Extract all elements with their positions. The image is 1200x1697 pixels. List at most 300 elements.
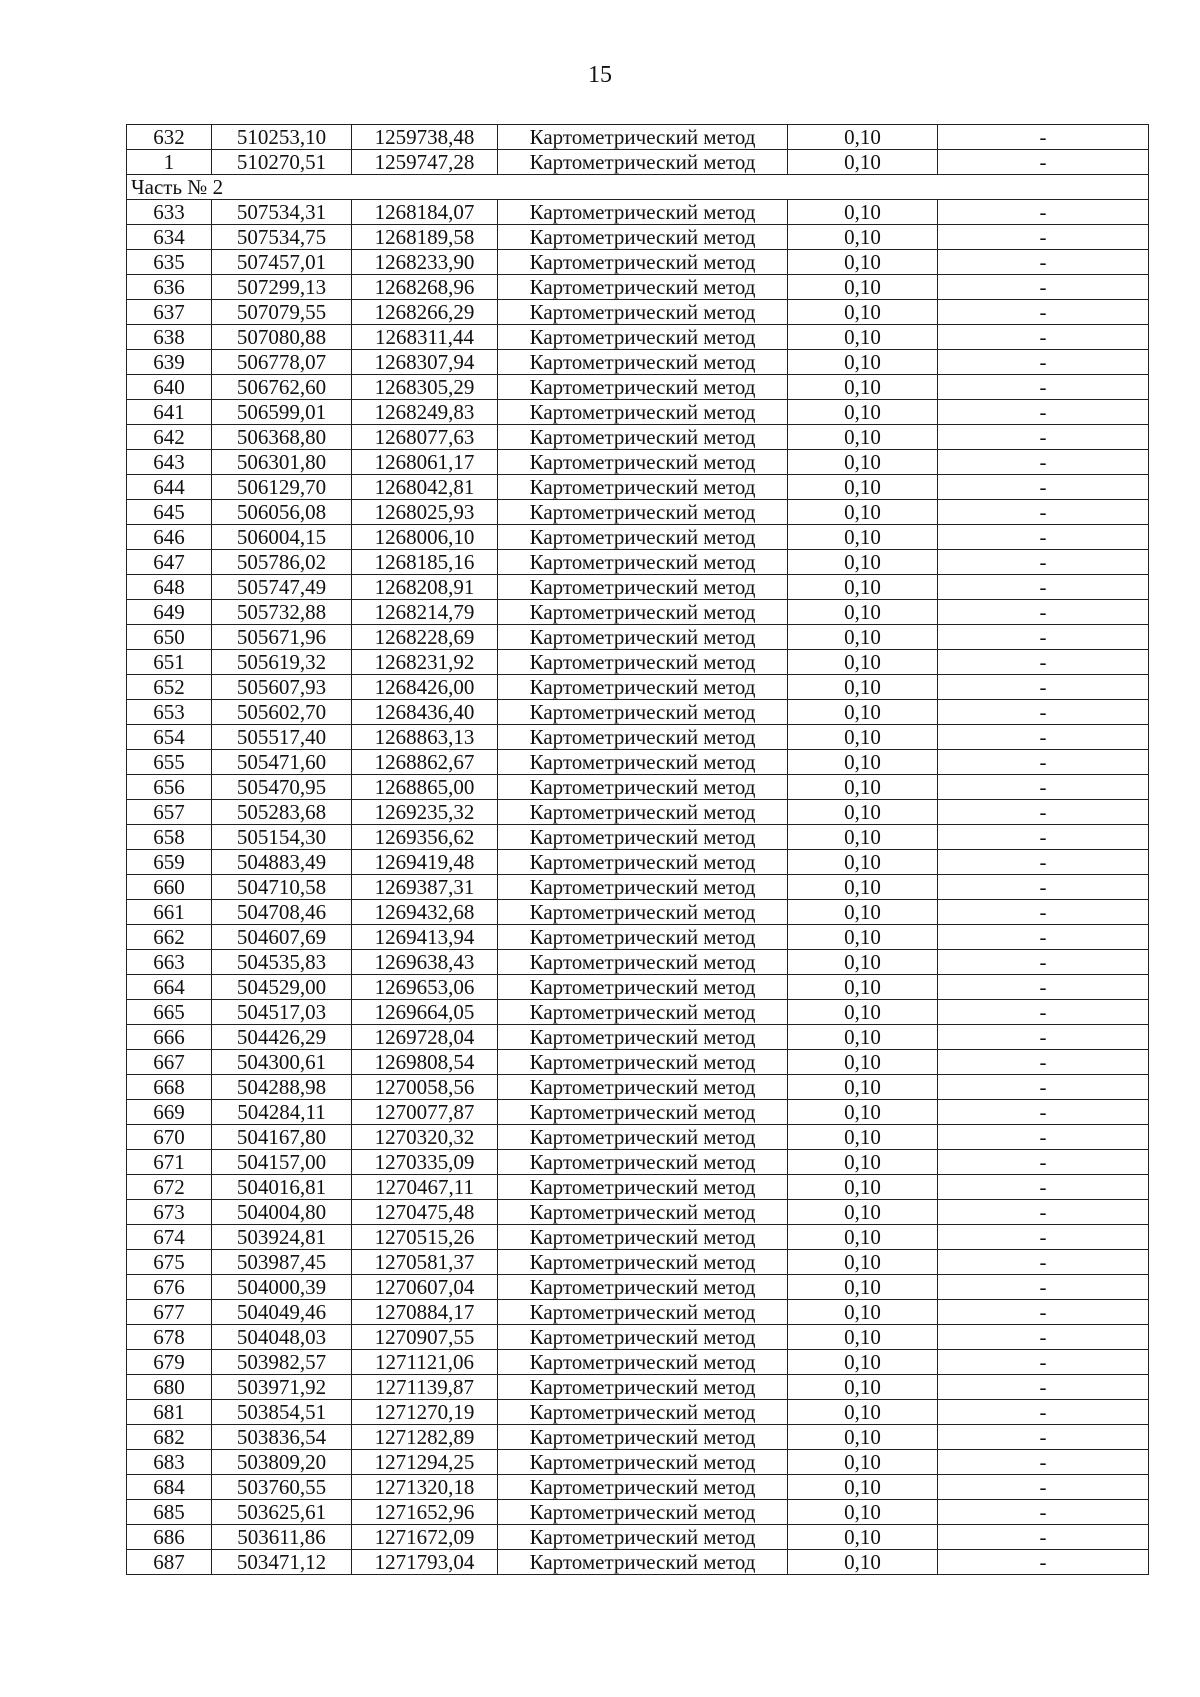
x-coordinate-cell: 504300,61	[212, 1050, 352, 1075]
y-coordinate-cell: 1268231,92	[352, 650, 498, 675]
x-coordinate-cell: 506301,80	[212, 450, 352, 475]
description-cell: -	[938, 1200, 1149, 1225]
accuracy-cell: 0,10	[788, 1150, 938, 1175]
table-row	[127, 425, 1149, 450]
table-row	[127, 300, 1149, 325]
y-coordinate-cell: 1268268,96	[352, 275, 498, 300]
point-number-cell: 682	[127, 1425, 212, 1450]
description-cell: -	[938, 125, 1149, 150]
x-coordinate-cell: 503471,12	[212, 1550, 352, 1575]
point-number-cell: 669	[127, 1100, 212, 1125]
method-cell: Картометрический метод	[498, 875, 788, 900]
point-number-cell: 647	[127, 550, 212, 575]
accuracy-cell: 0,10	[788, 625, 938, 650]
y-coordinate-cell: 1268006,10	[352, 525, 498, 550]
x-coordinate-cell: 504157,00	[212, 1150, 352, 1175]
point-number-cell: 666	[127, 1025, 212, 1050]
description-cell: -	[938, 1375, 1149, 1400]
y-coordinate-cell: 1268077,63	[352, 425, 498, 450]
point-number-cell: 683	[127, 1450, 212, 1475]
point-number-cell: 645	[127, 500, 212, 525]
accuracy-cell: 0,10	[788, 600, 938, 625]
description-cell: -	[938, 625, 1149, 650]
y-coordinate-cell: 1270515,26	[352, 1225, 498, 1250]
description-cell: -	[938, 1025, 1149, 1050]
x-coordinate-cell: 504710,58	[212, 875, 352, 900]
accuracy-cell: 0,10	[788, 1225, 938, 1250]
x-coordinate-cell: 504607,69	[212, 925, 352, 950]
method-cell: Картометрический метод	[498, 1175, 788, 1200]
description-cell: -	[938, 1175, 1149, 1200]
y-coordinate-cell: 1268436,40	[352, 700, 498, 725]
table-row	[127, 275, 1149, 300]
x-coordinate-cell: 505517,40	[212, 725, 352, 750]
accuracy-cell: 0,10	[788, 1300, 938, 1325]
y-coordinate-cell: 1268184,07	[352, 200, 498, 225]
table-row	[127, 475, 1149, 500]
accuracy-cell: 0,10	[788, 275, 938, 300]
method-cell: Картометрический метод	[498, 575, 788, 600]
description-cell: -	[938, 150, 1149, 175]
accuracy-cell: 0,10	[788, 1475, 938, 1500]
point-number-cell: 632	[127, 125, 212, 150]
y-coordinate-cell: 1268185,16	[352, 550, 498, 575]
point-number-cell: 668	[127, 1075, 212, 1100]
method-cell: Картометрический метод	[498, 1350, 788, 1375]
y-coordinate-cell: 1269432,68	[352, 900, 498, 925]
y-coordinate-cell: 1269653,06	[352, 975, 498, 1000]
x-coordinate-cell: 505283,68	[212, 800, 352, 825]
point-number-cell: 643	[127, 450, 212, 475]
x-coordinate-cell: 504535,83	[212, 950, 352, 975]
y-coordinate-cell: 1259738,48	[352, 125, 498, 150]
description-cell: -	[938, 1100, 1149, 1125]
method-cell: Картометрический метод	[498, 225, 788, 250]
table-row	[127, 650, 1149, 675]
method-cell: Картометрический метод	[498, 725, 788, 750]
accuracy-cell: 0,10	[788, 650, 938, 675]
description-cell: -	[938, 1500, 1149, 1525]
x-coordinate-cell: 507079,55	[212, 300, 352, 325]
method-cell: Картометрический метод	[498, 1375, 788, 1400]
description-cell: -	[938, 1425, 1149, 1450]
description-cell: -	[938, 775, 1149, 800]
description-cell: -	[938, 825, 1149, 850]
table-row	[127, 600, 1149, 625]
point-number-cell: 649	[127, 600, 212, 625]
table-row	[127, 1475, 1149, 1500]
method-cell: Картометрический метод	[498, 1000, 788, 1025]
method-cell: Картометрический метод	[498, 1225, 788, 1250]
method-cell: Картометрический метод	[498, 600, 788, 625]
y-coordinate-cell: 1269356,62	[352, 825, 498, 850]
x-coordinate-cell: 505470,95	[212, 775, 352, 800]
y-coordinate-cell: 1271294,25	[352, 1450, 498, 1475]
accuracy-cell: 0,10	[788, 550, 938, 575]
description-cell: -	[938, 1150, 1149, 1175]
description-cell: -	[938, 1325, 1149, 1350]
method-cell: Картометрический метод	[498, 550, 788, 575]
y-coordinate-cell: 1268042,81	[352, 475, 498, 500]
description-cell: -	[938, 200, 1149, 225]
y-coordinate-cell: 1268862,67	[352, 750, 498, 775]
x-coordinate-cell: 503760,55	[212, 1475, 352, 1500]
method-cell: Картометрический метод	[498, 650, 788, 675]
accuracy-cell: 0,10	[788, 750, 938, 775]
method-cell: Картометрический метод	[498, 925, 788, 950]
point-number-cell: 648	[127, 575, 212, 600]
description-cell: -	[938, 250, 1149, 275]
y-coordinate-cell: 1270058,56	[352, 1075, 498, 1100]
point-number-cell: 654	[127, 725, 212, 750]
x-coordinate-cell: 505619,32	[212, 650, 352, 675]
method-cell: Картометрический метод	[498, 1400, 788, 1425]
accuracy-cell: 0,10	[788, 475, 938, 500]
method-cell: Картометрический метод	[498, 250, 788, 275]
table-row	[127, 250, 1149, 275]
table-row	[127, 450, 1149, 475]
description-cell: -	[938, 300, 1149, 325]
table-row	[127, 675, 1149, 700]
y-coordinate-cell: 1269419,48	[352, 850, 498, 875]
accuracy-cell: 0,10	[788, 900, 938, 925]
x-coordinate-cell: 504708,46	[212, 900, 352, 925]
table-row	[127, 1075, 1149, 1100]
description-cell: -	[938, 875, 1149, 900]
accuracy-cell: 0,10	[788, 200, 938, 225]
table-row	[127, 1100, 1149, 1125]
accuracy-cell: 0,10	[788, 325, 938, 350]
method-cell: Картометрический метод	[498, 850, 788, 875]
x-coordinate-cell: 507534,75	[212, 225, 352, 250]
y-coordinate-cell: 1268061,17	[352, 450, 498, 475]
accuracy-cell: 0,10	[788, 300, 938, 325]
description-cell: -	[938, 1225, 1149, 1250]
method-cell: Картометрический метод	[498, 150, 788, 175]
point-number-cell: 635	[127, 250, 212, 275]
accuracy-cell: 0,10	[788, 825, 938, 850]
point-number-cell: 633	[127, 200, 212, 225]
y-coordinate-cell: 1268865,00	[352, 775, 498, 800]
x-coordinate-cell: 505471,60	[212, 750, 352, 775]
point-number-cell: 664	[127, 975, 212, 1000]
method-cell: Картометрический метод	[498, 1325, 788, 1350]
x-coordinate-cell: 505786,02	[212, 550, 352, 575]
y-coordinate-cell: 1270320,32	[352, 1125, 498, 1150]
x-coordinate-cell: 504517,03	[212, 1000, 352, 1025]
table-row	[127, 125, 1149, 150]
point-number-cell: 685	[127, 1500, 212, 1525]
accuracy-cell: 0,10	[788, 1200, 938, 1225]
method-cell: Картометрический метод	[498, 950, 788, 975]
description-cell: -	[938, 925, 1149, 950]
method-cell: Картометрический метод	[498, 1550, 788, 1575]
table-row	[127, 1125, 1149, 1150]
description-cell: -	[938, 1275, 1149, 1300]
point-number-cell: 641	[127, 400, 212, 425]
y-coordinate-cell: 1270607,04	[352, 1275, 498, 1300]
point-number-cell: 644	[127, 475, 212, 500]
accuracy-cell: 0,10	[788, 975, 938, 1000]
table-row	[127, 1375, 1149, 1400]
description-cell: -	[938, 425, 1149, 450]
x-coordinate-cell: 503809,20	[212, 1450, 352, 1475]
table-row	[127, 1200, 1149, 1225]
method-cell: Картометрический метод	[498, 300, 788, 325]
x-coordinate-cell: 505602,70	[212, 700, 352, 725]
accuracy-cell: 0,10	[788, 700, 938, 725]
table-row	[127, 1500, 1149, 1525]
x-coordinate-cell: 506004,15	[212, 525, 352, 550]
x-coordinate-cell: 507457,01	[212, 250, 352, 275]
x-coordinate-cell: 504167,80	[212, 1125, 352, 1150]
table-row	[127, 1550, 1149, 1575]
y-coordinate-cell: 1269664,05	[352, 1000, 498, 1025]
accuracy-cell: 0,10	[788, 425, 938, 450]
accuracy-cell: 0,10	[788, 875, 938, 900]
table-row	[127, 575, 1149, 600]
y-coordinate-cell: 1270581,37	[352, 1250, 498, 1275]
y-coordinate-cell: 1271652,96	[352, 1500, 498, 1525]
description-cell: -	[938, 575, 1149, 600]
method-cell: Картометрический метод	[498, 1200, 788, 1225]
point-number-cell: 667	[127, 1050, 212, 1075]
description-cell: -	[938, 475, 1149, 500]
x-coordinate-cell: 506599,01	[212, 400, 352, 425]
x-coordinate-cell: 506778,07	[212, 350, 352, 375]
x-coordinate-cell: 503854,51	[212, 1400, 352, 1425]
y-coordinate-cell: 1268305,29	[352, 375, 498, 400]
x-coordinate-cell: 504048,03	[212, 1325, 352, 1350]
table-row	[127, 975, 1149, 1000]
point-number-cell: 637	[127, 300, 212, 325]
method-cell: Картометрический метод	[498, 1050, 788, 1075]
x-coordinate-cell: 504529,00	[212, 975, 352, 1000]
y-coordinate-cell: 1268307,94	[352, 350, 498, 375]
description-cell: -	[938, 725, 1149, 750]
accuracy-cell: 0,10	[788, 1050, 938, 1075]
table-row	[127, 150, 1149, 175]
description-cell: -	[938, 225, 1149, 250]
method-cell: Картометрический метод	[498, 1100, 788, 1125]
method-cell: Картометрический метод	[498, 125, 788, 150]
table-row	[127, 1175, 1149, 1200]
table-row	[127, 925, 1149, 950]
description-cell: -	[938, 675, 1149, 700]
point-number-cell: 686	[127, 1525, 212, 1550]
accuracy-cell: 0,10	[788, 1450, 938, 1475]
point-number-cell: 638	[127, 325, 212, 350]
table-row	[127, 725, 1149, 750]
table-row	[127, 875, 1149, 900]
x-coordinate-cell: 506056,08	[212, 500, 352, 525]
x-coordinate-cell: 504004,80	[212, 1200, 352, 1225]
point-number-cell: 663	[127, 950, 212, 975]
accuracy-cell: 0,10	[788, 375, 938, 400]
x-coordinate-cell: 507299,13	[212, 275, 352, 300]
table-row	[127, 775, 1149, 800]
description-cell: -	[938, 1250, 1149, 1275]
method-cell: Картометрический метод	[498, 1150, 788, 1175]
coordinates-table-body	[127, 125, 1149, 1575]
x-coordinate-cell: 507080,88	[212, 325, 352, 350]
accuracy-cell: 0,10	[788, 725, 938, 750]
point-number-cell: 636	[127, 275, 212, 300]
x-coordinate-cell: 507534,31	[212, 200, 352, 225]
table-row	[127, 1425, 1149, 1450]
y-coordinate-cell: 1268025,93	[352, 500, 498, 525]
x-coordinate-cell: 503982,57	[212, 1350, 352, 1375]
accuracy-cell: 0,10	[788, 250, 938, 275]
y-coordinate-cell: 1270335,09	[352, 1150, 498, 1175]
point-number-cell: 657	[127, 800, 212, 825]
accuracy-cell: 0,10	[788, 400, 938, 425]
y-coordinate-cell: 1268214,79	[352, 600, 498, 625]
description-cell: -	[938, 275, 1149, 300]
point-number-cell: 662	[127, 925, 212, 950]
x-coordinate-cell: 506762,60	[212, 375, 352, 400]
method-cell: Картометрический метод	[498, 425, 788, 450]
point-number-cell: 653	[127, 700, 212, 725]
point-number-cell: 687	[127, 1550, 212, 1575]
table-row	[127, 950, 1149, 975]
method-cell: Картометрический метод	[498, 825, 788, 850]
table-row	[127, 625, 1149, 650]
description-cell: -	[938, 1550, 1149, 1575]
method-cell: Картометрический метод	[498, 1450, 788, 1475]
accuracy-cell: 0,10	[788, 1000, 938, 1025]
accuracy-cell: 0,10	[788, 1350, 938, 1375]
description-cell: -	[938, 950, 1149, 975]
point-number-cell: 659	[127, 850, 212, 875]
point-number-cell: 658	[127, 825, 212, 850]
table-row	[127, 900, 1149, 925]
x-coordinate-cell: 505671,96	[212, 625, 352, 650]
point-number-cell: 679	[127, 1350, 212, 1375]
description-cell: -	[938, 1075, 1149, 1100]
accuracy-cell: 0,10	[788, 125, 938, 150]
description-cell: -	[938, 325, 1149, 350]
description-cell: -	[938, 1000, 1149, 1025]
table-row	[127, 700, 1149, 725]
accuracy-cell: 0,10	[788, 500, 938, 525]
point-number-cell: 642	[127, 425, 212, 450]
accuracy-cell: 0,10	[788, 225, 938, 250]
y-coordinate-cell: 1268233,90	[352, 250, 498, 275]
y-coordinate-cell: 1268863,13	[352, 725, 498, 750]
section-header-row	[127, 175, 1149, 200]
point-number-cell: 639	[127, 350, 212, 375]
accuracy-cell: 0,10	[788, 1175, 938, 1200]
x-coordinate-cell: 505607,93	[212, 675, 352, 700]
y-coordinate-cell: 1268249,83	[352, 400, 498, 425]
method-cell: Картометрический метод	[498, 525, 788, 550]
x-coordinate-cell: 505154,30	[212, 825, 352, 850]
method-cell: Картометрический метод	[498, 800, 788, 825]
point-number-cell: 660	[127, 875, 212, 900]
y-coordinate-cell: 1271672,09	[352, 1525, 498, 1550]
table-row	[127, 825, 1149, 850]
table-row	[127, 1025, 1149, 1050]
method-cell: Картометрический метод	[498, 750, 788, 775]
accuracy-cell: 0,10	[788, 1425, 938, 1450]
section-title: Часть № 2	[127, 175, 1149, 200]
method-cell: Картометрический метод	[498, 975, 788, 1000]
table-row	[127, 850, 1149, 875]
description-cell: -	[938, 1475, 1149, 1500]
table-row	[127, 1150, 1149, 1175]
method-cell: Картометрический метод	[498, 775, 788, 800]
x-coordinate-cell: 504426,29	[212, 1025, 352, 1050]
description-cell: -	[938, 700, 1149, 725]
accuracy-cell: 0,10	[788, 1325, 938, 1350]
table-row	[127, 800, 1149, 825]
description-cell: -	[938, 1450, 1149, 1475]
y-coordinate-cell: 1268311,44	[352, 325, 498, 350]
accuracy-cell: 0,10	[788, 850, 938, 875]
table-row	[127, 1300, 1149, 1325]
y-coordinate-cell: 1270467,11	[352, 1175, 498, 1200]
description-cell: -	[938, 975, 1149, 1000]
table-row	[127, 400, 1149, 425]
x-coordinate-cell: 504049,46	[212, 1300, 352, 1325]
point-number-cell: 674	[127, 1225, 212, 1250]
description-cell: -	[938, 450, 1149, 475]
x-coordinate-cell: 505747,49	[212, 575, 352, 600]
point-number-cell: 656	[127, 775, 212, 800]
description-cell: -	[938, 500, 1149, 525]
y-coordinate-cell: 1271139,87	[352, 1375, 498, 1400]
point-number-cell: 684	[127, 1475, 212, 1500]
accuracy-cell: 0,10	[788, 1075, 938, 1100]
y-coordinate-cell: 1268189,58	[352, 225, 498, 250]
accuracy-cell: 0,10	[788, 150, 938, 175]
y-coordinate-cell: 1268266,29	[352, 300, 498, 325]
accuracy-cell: 0,10	[788, 1025, 938, 1050]
point-number-cell: 652	[127, 675, 212, 700]
table-row	[127, 750, 1149, 775]
table-row	[127, 1350, 1149, 1375]
description-cell: -	[938, 400, 1149, 425]
y-coordinate-cell: 1270077,87	[352, 1100, 498, 1125]
y-coordinate-cell: 1269638,43	[352, 950, 498, 975]
point-number-cell: 675	[127, 1250, 212, 1275]
method-cell: Картометрический метод	[498, 500, 788, 525]
y-coordinate-cell: 1270907,55	[352, 1325, 498, 1350]
x-coordinate-cell: 510270,51	[212, 150, 352, 175]
method-cell: Картометрический метод	[498, 1500, 788, 1525]
point-number-cell: 661	[127, 900, 212, 925]
method-cell: Картометрический метод	[498, 375, 788, 400]
method-cell: Картометрический метод	[498, 700, 788, 725]
y-coordinate-cell: 1268426,00	[352, 675, 498, 700]
method-cell: Картометрический метод	[498, 1250, 788, 1275]
x-coordinate-cell: 504284,11	[212, 1100, 352, 1125]
accuracy-cell: 0,10	[788, 1100, 938, 1125]
method-cell: Картометрический метод	[498, 1275, 788, 1300]
x-coordinate-cell: 503924,81	[212, 1225, 352, 1250]
x-coordinate-cell: 505732,88	[212, 600, 352, 625]
y-coordinate-cell: 1271270,19	[352, 1400, 498, 1425]
accuracy-cell: 0,10	[788, 800, 938, 825]
accuracy-cell: 0,10	[788, 1125, 938, 1150]
method-cell: Картометрический метод	[498, 1300, 788, 1325]
point-number-cell: 634	[127, 225, 212, 250]
table-row	[127, 1275, 1149, 1300]
method-cell: Картометрический метод	[498, 450, 788, 475]
table-row	[127, 325, 1149, 350]
point-number-cell: 646	[127, 525, 212, 550]
